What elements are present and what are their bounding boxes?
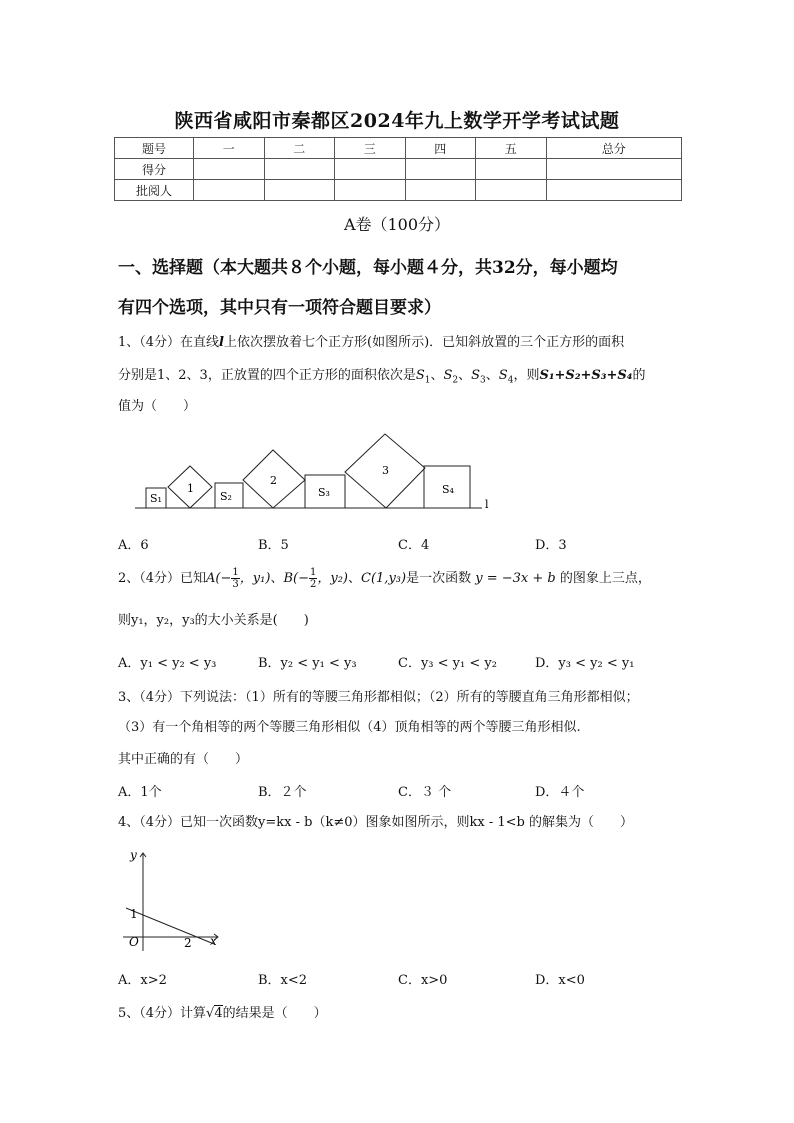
table-cell (194, 159, 265, 180)
figure-label: 1 (187, 482, 194, 495)
figure-label: 3 (382, 464, 389, 477)
section-heading-line2: 有四个选项，其中只有一项符合题目要求） (118, 298, 441, 318)
q1-squares-figure (130, 428, 500, 518)
q2-option-d[interactable]: D．y₃ < y₂ < y₁ (535, 656, 635, 671)
table-cell (194, 180, 265, 201)
q3-line1: 3、（4分）下列说法：（1）所有的等腰三角形都相似；（2）所有的等腰直角三角形都相似； (118, 690, 639, 705)
table-cell: 题号 (115, 138, 194, 159)
x-axis-label: x (210, 934, 217, 948)
table-cell: 总分 (546, 138, 682, 159)
table-cell (476, 159, 547, 180)
x-intercept-label: 2 (184, 936, 192, 950)
volume-heading: A卷（100分） (343, 215, 451, 234)
q1-option-a[interactable]: A．6 (118, 538, 149, 553)
q2-option-c[interactable]: C．y₃ < y₁ < y₂ (398, 656, 497, 671)
q4-function-graph (118, 843, 228, 953)
table-cell (264, 159, 335, 180)
q4-line1: 4、（4分）已知一次函数y=kx - b（k≠0）图象如图所示，则kx - 1<b 的解集为（ ） (118, 815, 633, 830)
table-cell: 四 (405, 138, 476, 159)
y-intercept-label: 1 (130, 907, 138, 921)
table-cell: 二 (264, 138, 335, 159)
table-cell (405, 159, 476, 180)
table-cell: 得分 (115, 159, 194, 180)
q4-option-a[interactable]: A．x>2 (118, 973, 167, 988)
q1-option-c[interactable]: C．4 (398, 538, 430, 553)
q1-line2: 分别是1、2、3，正放置的四个正方形的面积依次是$S_1$、$S_2$、$S_3$、$S_4$，则S₁+S₂+S₃+S₄的 (118, 368, 646, 386)
figure-label: 2 (270, 474, 277, 487)
table-cell: 一 (194, 138, 265, 159)
q3-option-c[interactable]: C．３ 个 (398, 785, 452, 800)
q4-option-d[interactable]: D．x<0 (535, 973, 585, 988)
origin-label: O (129, 935, 139, 949)
q2-line1: 2、（4分）已知A(− $\frac{1}{3}$ ，y₁)、B(− $\frac{1}{2}$ ，y₂)、C(1,y₃)是一次函数 y = −3x + b 的图象上三点， (118, 567, 651, 590)
figure-label: S₄ (442, 483, 454, 496)
q2-line2: 则y₁，y₂，y₃的大小关系是( ) (118, 613, 309, 628)
q3-option-d[interactable]: D．４个 (535, 785, 585, 800)
table-cell (335, 159, 406, 180)
exam-title: 陕西省咸阳市秦都区2024年九上数学开学考试试题 (174, 110, 620, 132)
sqrt-symbol: √ (206, 1006, 215, 1021)
q1-line1: 1、（4分）在直线l上依次摆放着七个正方形(如图所示)．已知斜放置的三个正方形的面积 (118, 335, 625, 350)
q1-option-b[interactable]: B．5 (258, 538, 289, 553)
table-cell (264, 180, 335, 201)
score-table-header-row (115, 138, 682, 159)
score-table-row (115, 159, 682, 180)
section-heading-line1: 一、选择题（本大题共８个小题，每小题４分，共32分，每小题均 (118, 258, 618, 278)
table-cell (335, 180, 406, 201)
table-cell: 三 (335, 138, 406, 159)
y-axis-label: y (130, 848, 137, 862)
score-table-row (115, 180, 682, 201)
q4-option-b[interactable]: B．x<2 (258, 973, 308, 988)
q3-line3: 其中正确的有（ ） (118, 752, 249, 767)
function-line (126, 908, 214, 944)
table-cell (546, 159, 682, 180)
score-table (114, 137, 682, 201)
q2-option-a[interactable]: A．y₁ < y₂ < y₃ (118, 656, 217, 671)
q3-option-b[interactable]: B．２个 (258, 785, 307, 800)
table-cell (546, 180, 682, 201)
figure-line-label: l (485, 498, 489, 511)
q2-option-b[interactable]: B．y₂ < y₁ < y₃ (258, 656, 357, 671)
q4-option-c[interactable]: C．x>0 (398, 973, 448, 988)
table-cell (405, 180, 476, 201)
figure-label: S₁ (150, 492, 162, 505)
fraction-b: $\frac{1}{2}$ (309, 567, 317, 590)
q5-line1: 5、（4分）计算√4的结果是（ ） (118, 1006, 327, 1021)
table-cell: 批阅人 (115, 180, 194, 201)
q3-option-a[interactable]: A．1个 (118, 785, 162, 800)
fraction-a: $\frac{1}{3}$ (232, 567, 239, 590)
figure-label: S₃ (318, 486, 330, 499)
q3-line2: （3）有一个角相等的两个等腰三角形相似（4）顶角相等的两个等腰三角形相似. (118, 720, 581, 735)
table-cell (476, 180, 547, 201)
table-cell: 五 (476, 138, 547, 159)
q1-line3: 值为（ ） (118, 399, 197, 414)
figure-label: S₂ (220, 490, 232, 503)
q1-option-d[interactable]: D．3 (535, 538, 567, 553)
